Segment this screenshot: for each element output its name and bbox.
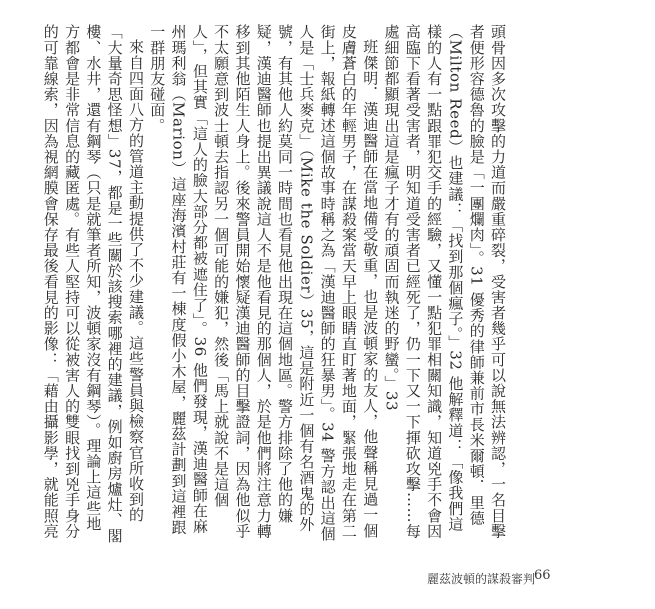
running-title: 麗茲波頓的謀殺審判 xyxy=(427,572,536,586)
paragraph-3: 來自四面八方的管道主動提供了不少建議。這些警員與檢察官所收到的「大量奇思怪想」37，都是一些關於該搜索哪裡的建議，例如廚房爐灶、閣樓、水井，還有鋼琴（只是就筆者所知，波頓家沒有鋼琴）。理論上這些地方都會是非常信息的藏匿處。有些人堅持可以從被害人的雙眼找到兇手身分的可靠線索，因為視網膜會保存最後看見的影像：「藉由攝影學，就能照亮 xyxy=(41,24,145,544)
paragraph-2: 班傑明．漢迪醫師在當地備受敬重，也是波頓家的友人，他聲稱見過一個皮膚蒼白的年輕男子，在謀殺案當天早上眼睛直盯著地面，緊張地走在第二街上，報紙轉述這個故事時稱之為「漢迪醫師的狂暴男」。34 警方認出這個人是「士兵麥克」（Mike the Soldier）35，這是附近一個有名酒鬼的外號，有其他人約莫同一時間也看見他出現在這個地區。警方排除了他的嫌疑，漢迪醫師也提出異議說這人不是他看見的那個人，於是他們將注意力轉移到其他陌生人身上。後來警員開始懷疑漢迪醫師的目擊證詞，因為他似乎不太願意到波士頓去指認另一個可能的嫌犯，然後「馬上就說不是這個人」，但其實「這人的臉大部分都被遮住了」。36 他們發現，漢迪醫師在麻州瑪利翁（Marion）這座海濱村莊有一棟度假小木屋，麗茲計劃到這裡跟一群朋友碰面。 xyxy=(148,24,380,542)
paragraph-1: 頭骨因多次攻擊的力道而嚴重碎裂，受害者幾乎可以說無法辨認，一名目擊者便形容德魯的臉是「一團爛肉」。31 優秀的律師兼前市長米爾頓．里德（Milton Reed）也建議：「找到那個瘋子。」32 他解釋道：「像我們這樣的人有一點跟罪犯交手的經驗，又懂一點犯罪相關知識，知道兇手不會因高臨下看著受害者，明知道受害者已經死了，仍一下又一下揮砍攻擊……每處細節都顯現出這是瘋子才有的頑固而執迷的野蠻。」33 xyxy=(382,24,507,539)
page-number: 66 xyxy=(534,568,551,583)
page-footer xyxy=(0,568,655,592)
body-text xyxy=(41,24,508,544)
